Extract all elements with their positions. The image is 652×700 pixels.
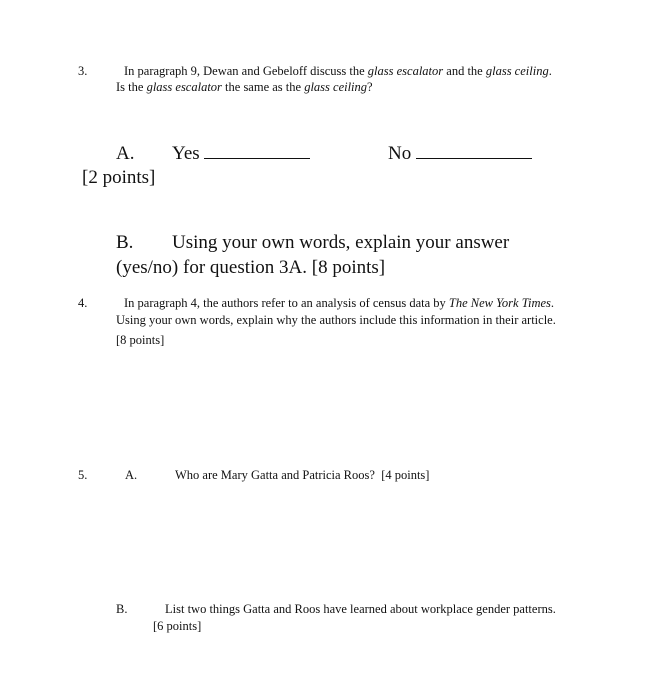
q3-term-glass-escalator: glass escalator: [146, 80, 222, 94]
q4-source-title: The New York Times: [448, 296, 551, 310]
q3-text: .: [548, 64, 552, 78]
q3b-prompt-line1: Using your own words, explain your answer: [172, 232, 510, 253]
q3a-yes-option: [172, 142, 310, 166]
q3a-no-blank[interactable]: [416, 142, 532, 159]
q4-text: .: [550, 296, 555, 310]
q3-prompt-line1: [124, 63, 552, 80]
q3-term-glass-ceiling: glass ceiling: [485, 64, 549, 78]
q3a-label: A.: [116, 143, 135, 164]
q4-prompt-line1: [124, 295, 554, 312]
q3a-yes-blank[interactable]: [204, 142, 310, 159]
q3a-yes-label: Yes: [172, 143, 200, 164]
q3-number: 3.: [78, 64, 88, 78]
q3b-label: B.: [116, 232, 134, 253]
q4-text: In paragraph 4, the authors refer to an analysis of census data by: [124, 296, 449, 310]
q3-text: ?: [367, 80, 373, 94]
q4-points: [8 points]: [116, 333, 165, 347]
q4-prompt-line2: Using your own words, explain why the authors include this information in their article.: [116, 313, 556, 327]
q4-number: 4.: [78, 296, 88, 310]
q5a-prompt: [175, 467, 429, 484]
q5b-points: [6 points]: [153, 619, 202, 633]
q3-term-glass-ceiling: glass ceiling: [304, 80, 368, 94]
q5-number: 5.: [78, 468, 88, 482]
q3-prompt-line2: [116, 79, 373, 96]
q3a-no-option: [388, 142, 532, 166]
q5b-prompt: List two things Gatta and Roos have learned about workplace gender patterns.: [165, 602, 556, 616]
q3a-points: [2 points]: [82, 167, 156, 188]
q3a-no-label: No: [388, 143, 412, 164]
q3-term-glass-escalator: glass escalator: [367, 64, 444, 78]
q3-text: In paragraph 9, Dewan and Gebeloff discuss the: [124, 64, 368, 78]
q3-text: Is the: [116, 80, 147, 94]
q5a-text: Who are Mary Gatta and Patricia Roos?: [175, 468, 375, 482]
q5a-label: A.: [125, 468, 138, 482]
q3-text: the same as the: [221, 80, 305, 94]
q5b-label: B.: [116, 602, 128, 616]
q5a-points: [4 points]: [381, 468, 430, 482]
q3b-prompt-line2: (yes/no) for question 3A. [8 points]: [116, 257, 386, 278]
q3-text: and the: [443, 64, 486, 78]
